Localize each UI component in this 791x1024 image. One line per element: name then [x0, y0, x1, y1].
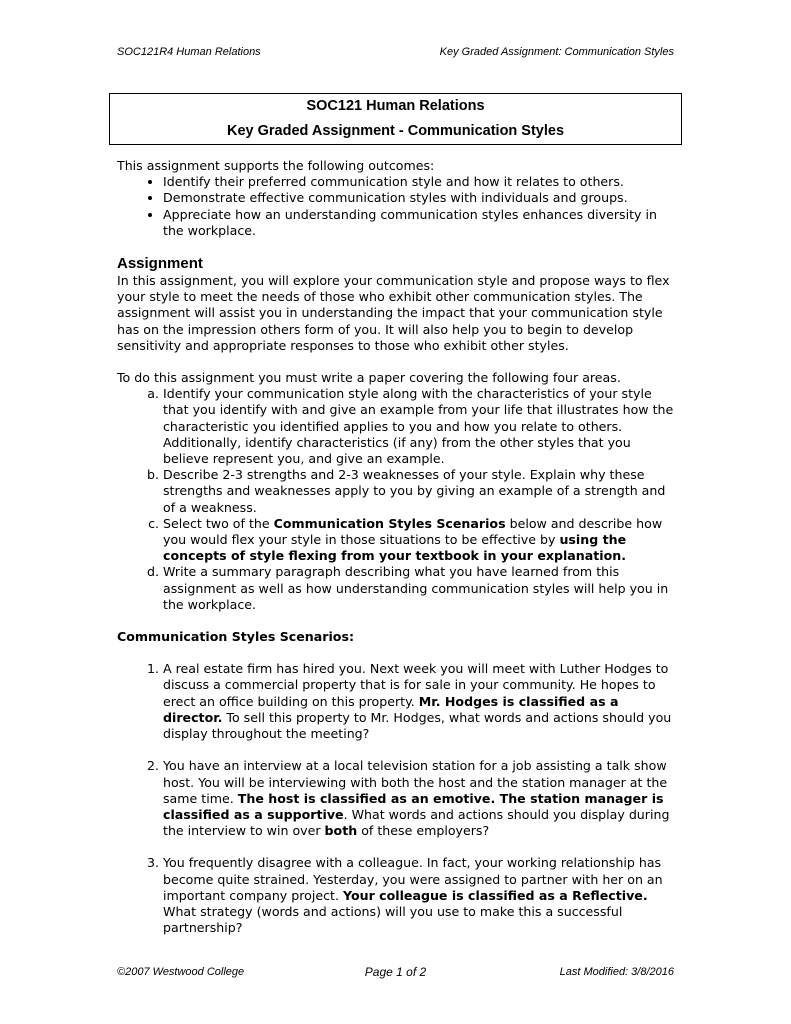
scenario-item-2 — [163, 758, 679, 839]
assignment-paragraph: In this assignment, you will explore your communication style and propose ways to flex your style to meet the needs of those who exhibit other communication styles. The assignment will assist you in understanding the impact that your communication style has on the impression others form of you. It will also help you to begin to develop sensitivity and appropriate responses to those who exhibit other styles. — [117, 273, 670, 353]
assignment-title: Key Graded Assignment - Communication Styles — [226, 123, 565, 139]
header-right: Key Graded Assignment: Communication Styles — [439, 46, 674, 58]
scenario-item-1 — [163, 661, 679, 742]
footer-page-number: Page 1 of 2 — [364, 965, 427, 979]
scenario-bold: The host is classified as an emotive. The station manager is classified as a supportive — [163, 790, 664, 822]
scenarios-heading: Communication Styles Scenarios: — [117, 629, 354, 645]
scenario-item-3 — [163, 855, 679, 936]
area-c-text: Select two of the — [163, 515, 274, 531]
scenario-bold: Mr. Hodges is classified as a director. — [163, 693, 619, 725]
scenario-text: To sell this property to Mr. Hodges, what words and actions should you display throughout the meeting? — [163, 709, 672, 742]
scenarios-list — [117, 661, 679, 936]
scenario-bold: both — [324, 823, 358, 839]
area-c-bold: using the concepts of style flexing from your textbook in your explanation. — [163, 532, 627, 564]
scenario-text: You frequently disagree with a colleague. In fact, your working relationship has become quite strained. Yesterday, you were assigned to partner with her on an important company project. — [163, 855, 663, 903]
assignment-instructions: To do this assignment you must write a paper covering the following four areas. — [117, 370, 621, 386]
scenario-text: A real estate firm has hired you. Next week you will meet with Luther Hodges to discuss a commercial property that is for sale in your community. He hopes to erect an office building on this property. — [163, 661, 669, 709]
course-title: SOC121 Human Relations — [306, 98, 485, 114]
area-item-a: a. Identify your communication style along with the characteristics of your style that you identify with and give an example from your life that illustrates how the characteristic you identified applies to you and how you relate to others. Additionally, identify characteristics (if any) from the other styles that you believe represent you, and give an example. — [163, 386, 679, 467]
scenario-text: What strategy (words and actions) will you use to make this a successful partnership? — [163, 903, 623, 936]
outcome-item: • Identify their preferred communication style and how it relates to others. — [163, 174, 679, 190]
header-left: SOC121R4 Human Relations — [117, 46, 261, 58]
assignment-heading: Assignment — [117, 255, 203, 273]
scenario-text: You have an interview at a local television station for a job assisting a talk show host. You will be interviewing with both the host and the station manager at the same time. — [163, 758, 668, 806]
intro-text: This assignment supports the following outcomes: — [117, 158, 435, 173]
outcome-item: • Appreciate how an understanding communication styles enhances diversity in the workplace. — [163, 207, 679, 239]
area-c-text: below and describe how you would flex your style in those situations to be effective by — [163, 515, 663, 548]
scenario-bold: Your colleague is classified as a Reflective. — [342, 887, 648, 903]
area-item-d: d. Write a summary paragraph describing what you have learned from this assignment as well as how understanding communication styles will help you in the workplace. — [163, 564, 679, 613]
footer-copyright: ©2007 Westwood College — [117, 966, 245, 978]
area-item-b: b. Describe 2-3 strengths and 2-3 weaknesses of your style. Explain why these strengths and weaknesses apply to you by giving an example of a strength and of a weakness. — [163, 467, 679, 516]
document-body — [117, 158, 679, 952]
scenario-text: . What words and actions should you display during the interview to win over — [163, 806, 670, 839]
area-c-bold: Communication Styles Scenarios — [273, 515, 506, 531]
outcome-item: • Demonstrate effective communication styles with individuals and groups. — [163, 190, 679, 206]
outcomes-list — [117, 174, 679, 239]
area-item-c — [163, 516, 679, 565]
areas-list — [117, 386, 679, 613]
title-box — [109, 93, 682, 145]
scenario-text: of these employers? — [357, 823, 490, 839]
footer-last-modified: Last Modified: 3/8/2016 — [559, 966, 674, 978]
